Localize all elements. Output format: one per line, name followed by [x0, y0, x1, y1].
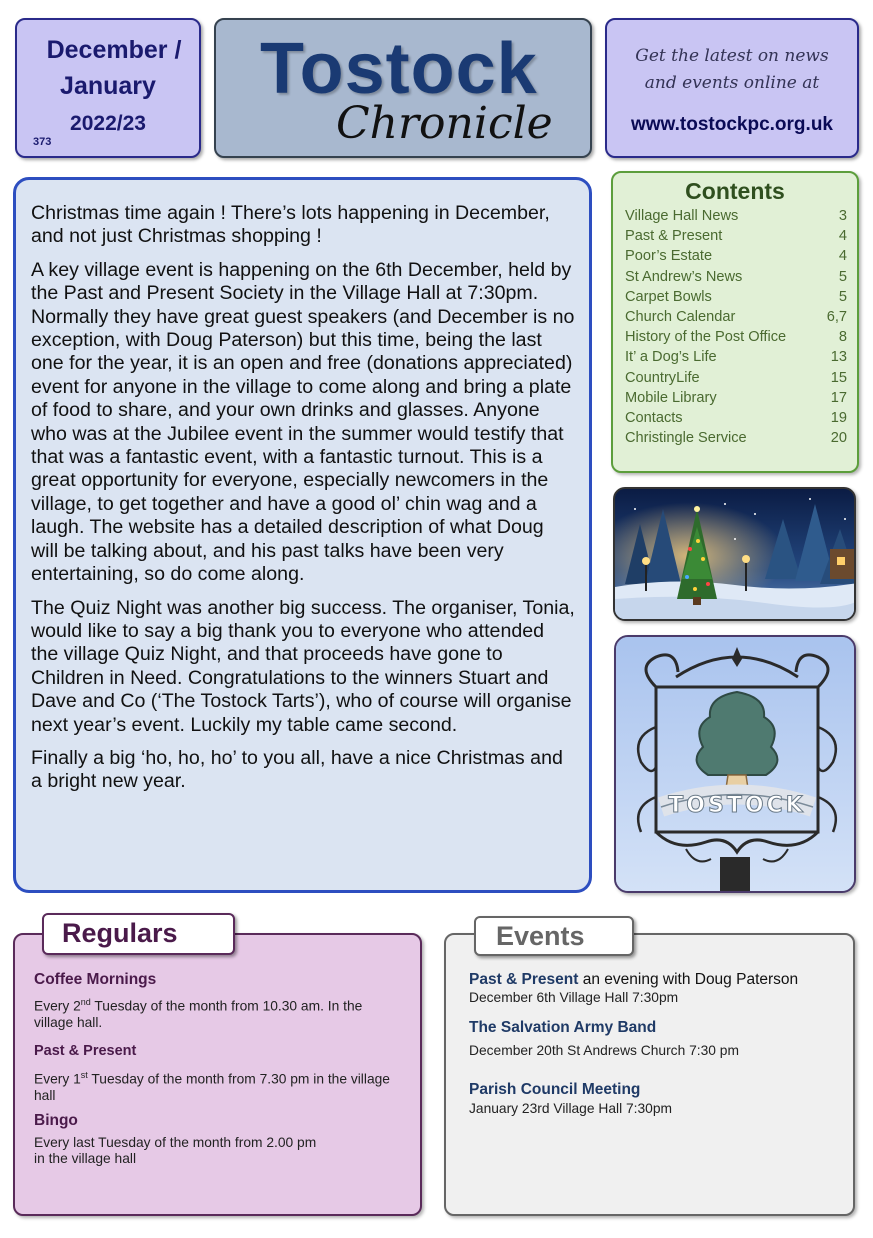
contents-item-page: 13 [830, 349, 847, 366]
contents-item[interactable] [625, 428, 847, 448]
website-url-link[interactable]: www.tostockpc.org.uk [631, 114, 833, 135]
event-item [469, 1019, 849, 1058]
event-item-detail: January 23rd Village Hall 7:30pm [469, 1101, 672, 1116]
contents-item[interactable] [625, 287, 847, 307]
contents-item-page: 4 [838, 228, 847, 245]
contents-item-page: 19 [830, 410, 847, 427]
event-item-heading: Parish Council Meeting [469, 1081, 641, 1098]
regulars-heading-tab [42, 913, 235, 955]
contents-item-page: 20 [830, 430, 847, 447]
event-item [469, 971, 849, 1005]
contents-item[interactable] [625, 226, 847, 246]
contents-item[interactable] [625, 347, 847, 367]
contents-item[interactable] [625, 408, 847, 428]
contents-item[interactable] [625, 246, 847, 266]
issue-date-box [15, 18, 201, 158]
contents-item-label: Church Calendar [625, 309, 736, 326]
contents-item-label: History of the Post Office [625, 329, 787, 346]
contents-item[interactable] [625, 307, 847, 327]
events-panel [444, 933, 855, 1216]
contents-item[interactable] [625, 206, 847, 226]
events-title: Events [496, 921, 585, 951]
contents-item-page: 3 [838, 208, 847, 224]
masthead-title: Tostock [260, 29, 538, 109]
article-paragraph: Christmas time again ! There’s lots happening in December, and not just Christmas shopping ! [31, 202, 550, 248]
contents-item-page: 15 [830, 369, 847, 386]
contents-panel [611, 171, 859, 473]
contents-item[interactable] [625, 327, 847, 347]
masthead-subtitle: Chronicle [336, 98, 553, 149]
article-paragraph: A key village event is happening on the 6th December, held by the Past and Present Society in the Village Hall at 7:30pm. Normally they have great guest speakers (and December is no exception, with Doug Paterson) but this time, being the last one for the year, it is an open and free (donations appreciated) event for anyone in the village to come along and bring a plate of food to share, and your own drinks and glasses. Anyone who was at the Jubilee event in the summer would testify that that was a fantastic event, with a fantastic turnout. This is a great opportunity for everyone, especially newcomers in the village, to get together and have a good ol’ chin wag and a laugh. The website has a detailed description of what Doug will be talking about, and his past talks have been very entertaining, so do come along. [31, 258, 575, 586]
website-text-line2: and events online at [644, 73, 820, 93]
masthead [214, 18, 592, 158]
contents-item-label: CountryLife [625, 369, 700, 386]
contents-item-page: 8 [838, 329, 847, 346]
regular-item-heading: Past & Present [34, 1043, 137, 1059]
contents-item-page: 17 [830, 389, 847, 406]
regular-item-detail: Every last Tuesday of the month from 2.00 pm in the village hall [34, 1135, 317, 1166]
contents-item-page: 5 [838, 288, 847, 305]
regular-item [34, 971, 404, 1031]
contents-item[interactable] [625, 368, 847, 388]
christmas-scene-illustration [615, 489, 856, 621]
event-item-heading: Past & Present an evening with Doug Paterson [469, 971, 799, 988]
issue-year: 2022/23 [70, 112, 146, 135]
events-heading-tab [474, 916, 634, 956]
contents-item-label: Christingle Service [625, 430, 747, 447]
event-item-detail: December 20th St Andrews Church 7:30 pm [469, 1043, 739, 1058]
website-text-line1: Get the latest on news [635, 46, 829, 66]
event-item [469, 1081, 849, 1116]
contents-item-label: Carpet Bowls [625, 288, 712, 305]
contents-item[interactable] [625, 388, 847, 408]
contents-item-label: Village Hall News [625, 208, 739, 224]
regular-item [34, 1112, 404, 1167]
contents-item-page: 4 [838, 248, 847, 265]
regular-item-detail: Every 2nd Tuesday of the month from 10.30 am. In the village hall. [34, 997, 363, 1030]
village-sign-illustration [616, 637, 856, 893]
article-paragraph: Finally a big ‘ho, ho, ho’ to you all, have a nice Christmas and a bright new year. [31, 746, 563, 793]
regulars-panel [13, 933, 422, 1216]
event-item-heading: The Salvation Army Band [469, 1019, 657, 1036]
regulars-title: Regulars [62, 918, 178, 948]
regular-item-detail: Every 1st Tuesday of the month from 7.30 pm in the village hall [34, 1070, 390, 1103]
article-paragraph: The Quiz Night was another big success. The organiser, Tonia, would like to say a big thank you to everyone who attended the village Quiz Night, and that proceeds have gone to Children in Need. Congratulations to the winners Stuart and Dave and Co (‘The Tostock Tarts’), who of course will organise next year’s event. Luckily my table came second. [31, 596, 575, 736]
editorial-article [13, 177, 592, 893]
contents-item-label: It’ a Dog’s Life [625, 349, 717, 366]
contents-item-label: Mobile Library [625, 389, 717, 406]
regular-item-heading: Coffee Mornings [34, 971, 157, 988]
contents-item-page: 6,7 [826, 309, 847, 326]
event-item-detail: December 6th Village Hall 7:30pm [469, 990, 679, 1005]
contents-list [625, 206, 847, 448]
contents-title: Contents [685, 178, 785, 204]
contents-item-label: St Andrew’s News [625, 268, 743, 285]
regular-item [34, 1043, 404, 1104]
contents-item-label: Poor’s Estate [625, 248, 713, 265]
contents-item-label: Contacts [625, 410, 683, 427]
christmas-scene-image [613, 487, 856, 621]
issue-month-line2: January [60, 72, 156, 100]
issue-number: 373 [33, 136, 52, 148]
regular-item-heading: Bingo [34, 1112, 78, 1129]
village-sign-image [614, 635, 856, 893]
issue-month-line1: December / [46, 36, 182, 64]
contents-item-page: 5 [838, 268, 847, 285]
village-sign-text: TOSTOCK [668, 793, 806, 818]
website-box [605, 18, 859, 158]
contents-item-label: Past & Present [625, 228, 723, 245]
contents-item[interactable] [625, 267, 847, 287]
